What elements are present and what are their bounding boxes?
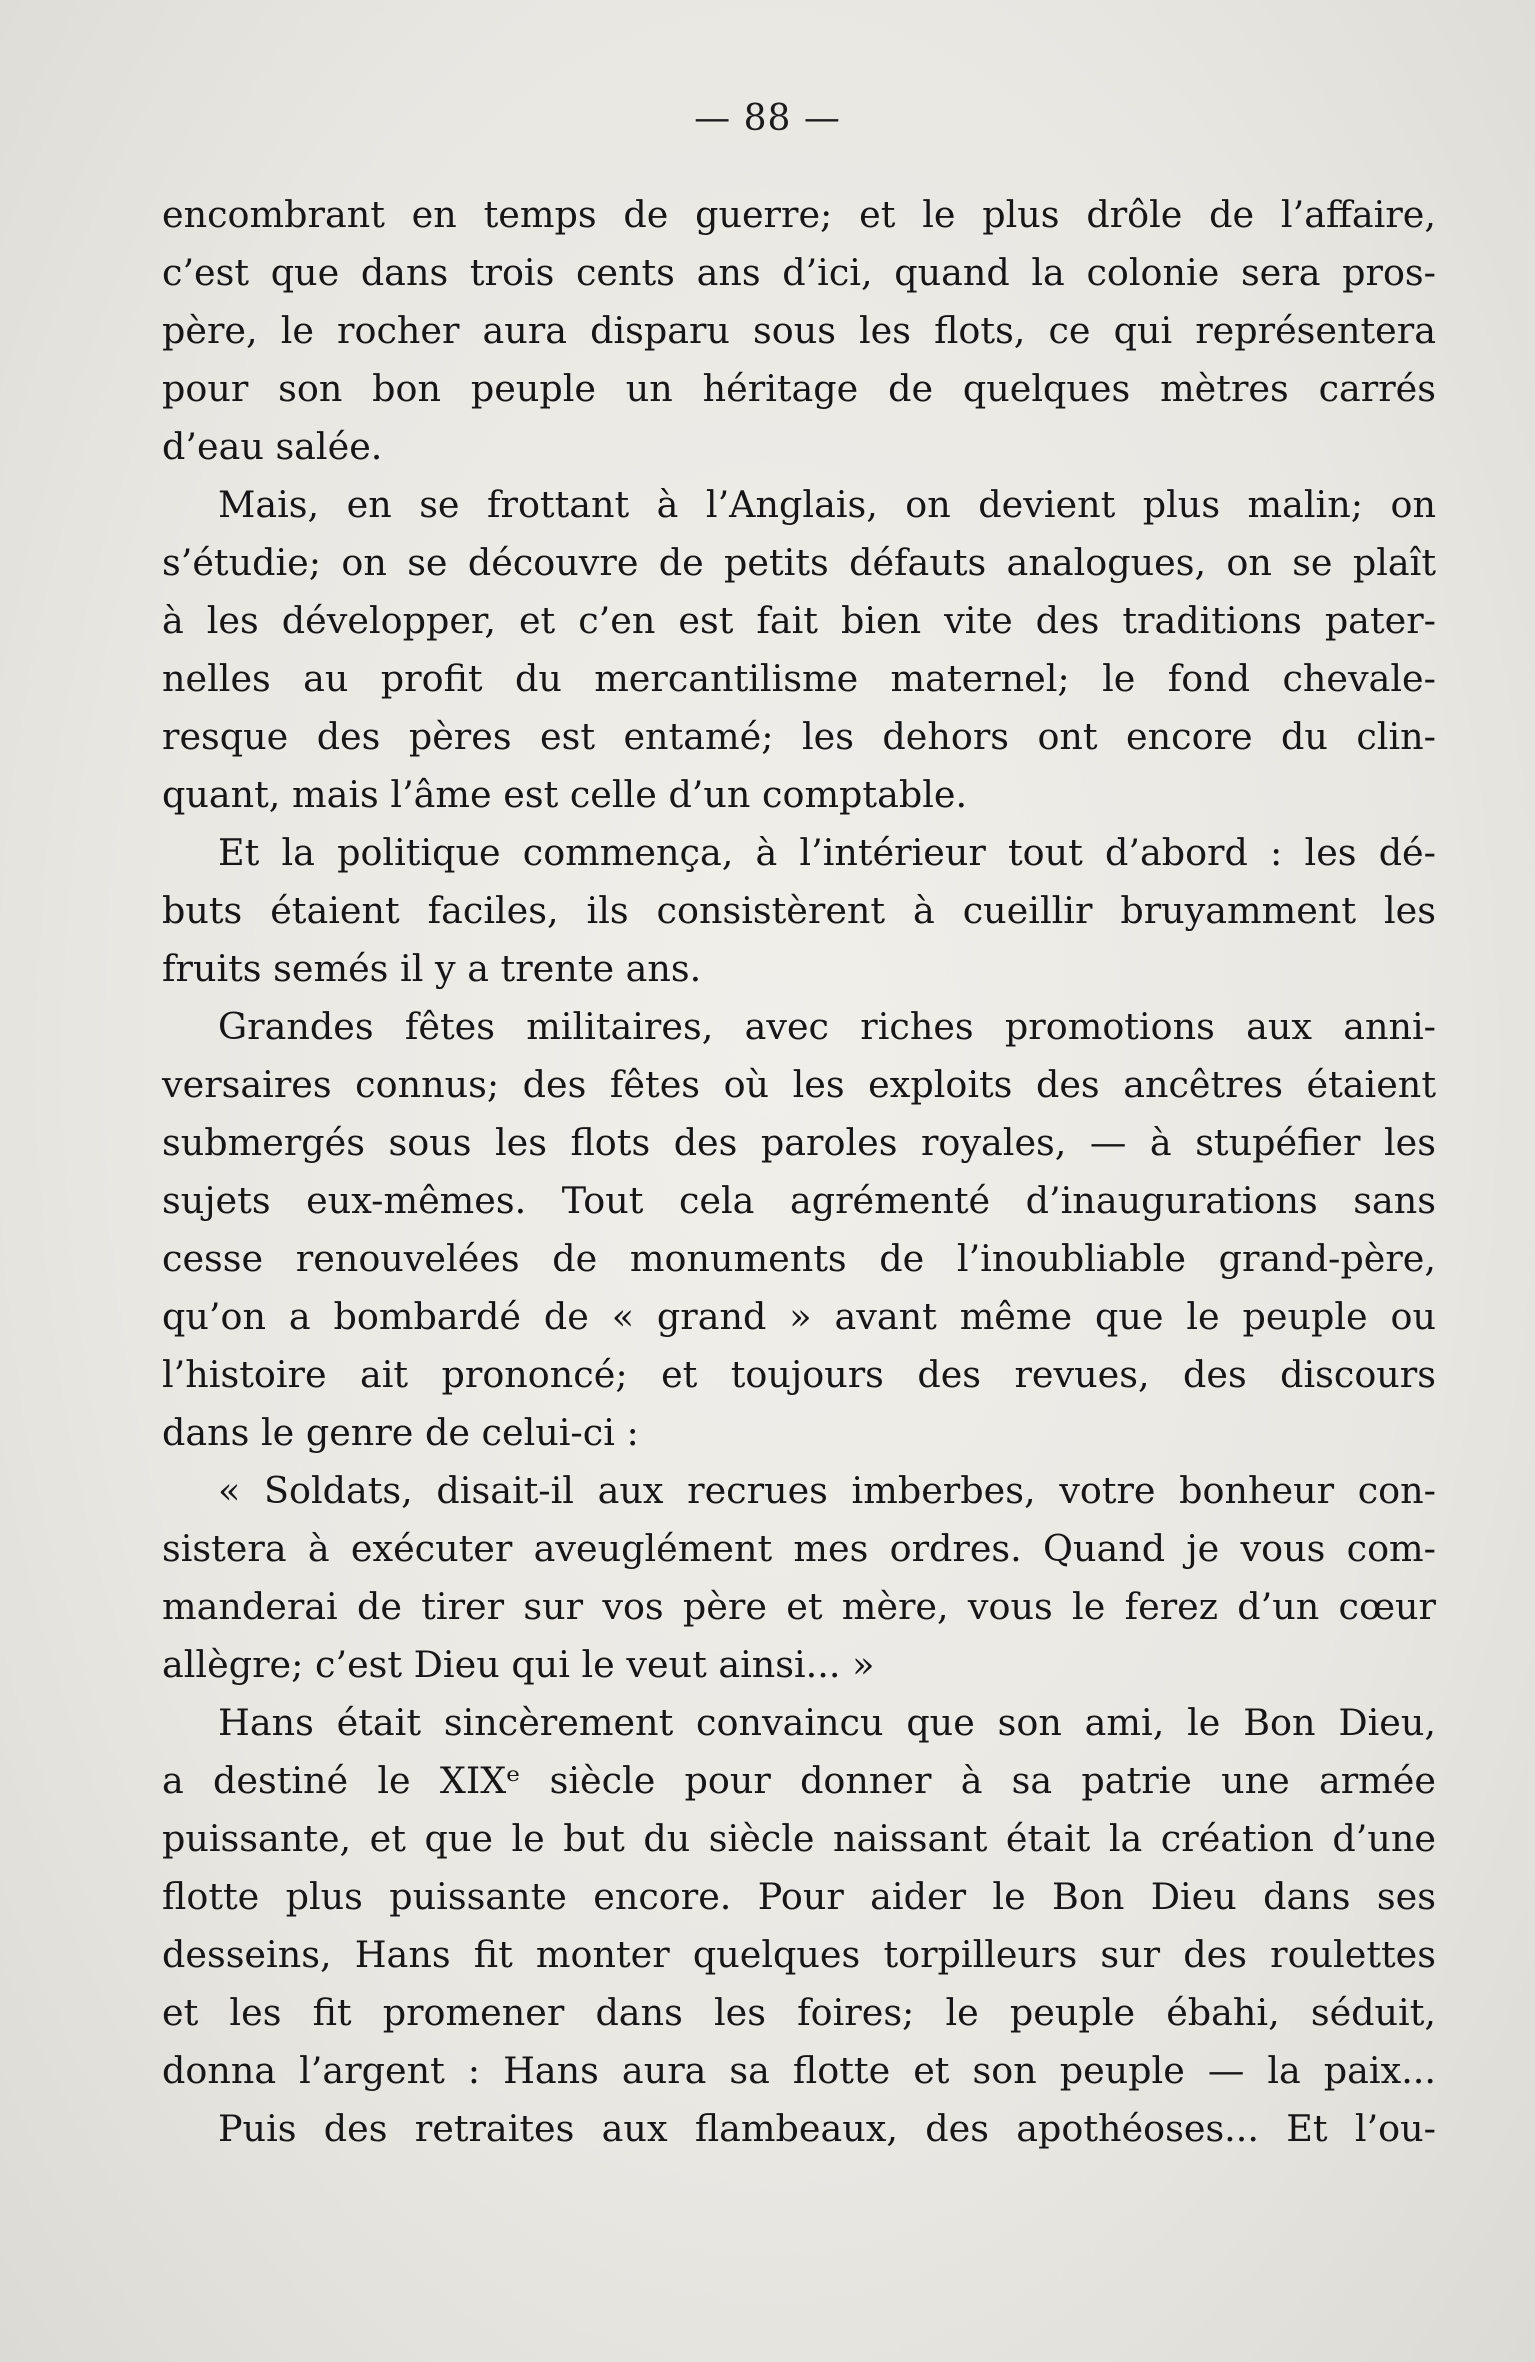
text-line: Hans était sincèrement convaincu que son ami, le Bon Dieu,	[218, 1701, 1436, 1744]
body-text	[162, 186, 1436, 2158]
paragraph-7	[162, 2100, 1436, 2158]
text-line: submergés sous les flots des paroles royales, — à stupéfier les	[162, 1121, 1436, 1164]
paragraph-2	[162, 476, 1436, 824]
text-line: fruits semés il y a trente ans.	[162, 947, 702, 990]
text-line: puissante, et que le but du siècle naissant était la création d’une	[162, 1817, 1436, 1860]
text-line: allègre; c’est Dieu qui le veut ainsi... »	[162, 1643, 875, 1686]
text-line: s’étudie; on se découvre de petits défauts analogues, on se plaît	[162, 541, 1436, 584]
text-line: d’eau salée.	[162, 425, 383, 468]
text-line: l’histoire ait prononcé; et toujours des revues, des discours	[162, 1353, 1436, 1396]
paragraph-1	[162, 186, 1436, 476]
paragraph-5-quote	[162, 1462, 1436, 1694]
text-line: desseins, Hans fit monter quelques torpilleurs sur des roulettes	[162, 1933, 1436, 1976]
paragraph-4	[162, 998, 1436, 1462]
text-line: Grandes fêtes militaires, avec riches promotions aux anni-	[218, 1005, 1436, 1048]
text-line: nelles au profit du mercantilisme maternel; le fond chevale-	[162, 657, 1436, 700]
text-line: sistera à exécuter aveuglément mes ordres. Quand je vous com-	[162, 1527, 1436, 1570]
text-line: à les développer, et c’en est fait bien vite des traditions pater-	[162, 599, 1436, 642]
text-line: a destiné le XIXᵉ siècle pour donner à sa patrie une armée	[162, 1759, 1436, 1802]
text-line: encombrant en temps de guerre; et le plus drôle de l’affaire,	[162, 193, 1436, 236]
text-line: flotte plus puissante encore. Pour aider le Bon Dieu dans ses	[162, 1875, 1436, 1918]
paragraph-3	[162, 824, 1436, 998]
text-line: Mais, en se frottant à l’Anglais, on devient plus malin; on	[218, 483, 1436, 526]
text-line: Et la politique commença, à l’intérieur tout d’abord : les dé-	[218, 831, 1436, 874]
text-line: « Soldats, disait-il aux recrues imberbes, votre bonheur con-	[218, 1469, 1436, 1512]
text-line: sujets eux-mêmes. Tout cela agrémenté d’inaugurations sans	[162, 1179, 1436, 1222]
text-line: et les fit promener dans les foires; le peuple ébahi, séduit,	[162, 1991, 1436, 2034]
text-line: dans le genre de celui-ci :	[162, 1411, 639, 1454]
text-line: versaires connus; des fêtes où les exploits des ancêtres étaient	[162, 1063, 1436, 1106]
paragraph-6	[162, 1694, 1436, 2100]
page-number: — 88 —	[694, 98, 841, 139]
text-line: resque des pères est entamé; les dehors ont encore du clin-	[162, 715, 1436, 758]
text-line: pour son bon peuple un héritage de quelques mètres carrés	[162, 367, 1436, 410]
text-line: qu’on a bombardé de « grand » avant même que le peuple ou	[162, 1295, 1436, 1338]
text-line: buts étaient faciles, ils consistèrent à cueillir bruyamment les	[162, 889, 1436, 932]
text-line: c’est que dans trois cents ans d’ici, quand la colonie sera pros-	[162, 251, 1436, 294]
text-line: donna l’argent : Hans aura sa flotte et son peuple — la paix...	[162, 2049, 1436, 2092]
text-line: père, le rocher aura disparu sous les flots, ce qui représentera	[162, 309, 1436, 352]
text-line: quant, mais l’âme est celle d’un comptable.	[162, 773, 968, 816]
text-line: cesse renouvelées de monuments de l’inoubliable grand-père,	[162, 1237, 1436, 1280]
text-line: manderai de tirer sur vos père et mère, vous le ferez d’un cœur	[162, 1585, 1436, 1628]
text-line: Puis des retraites aux flambeaux, des apothéoses... Et l’ou-	[218, 2107, 1436, 2150]
